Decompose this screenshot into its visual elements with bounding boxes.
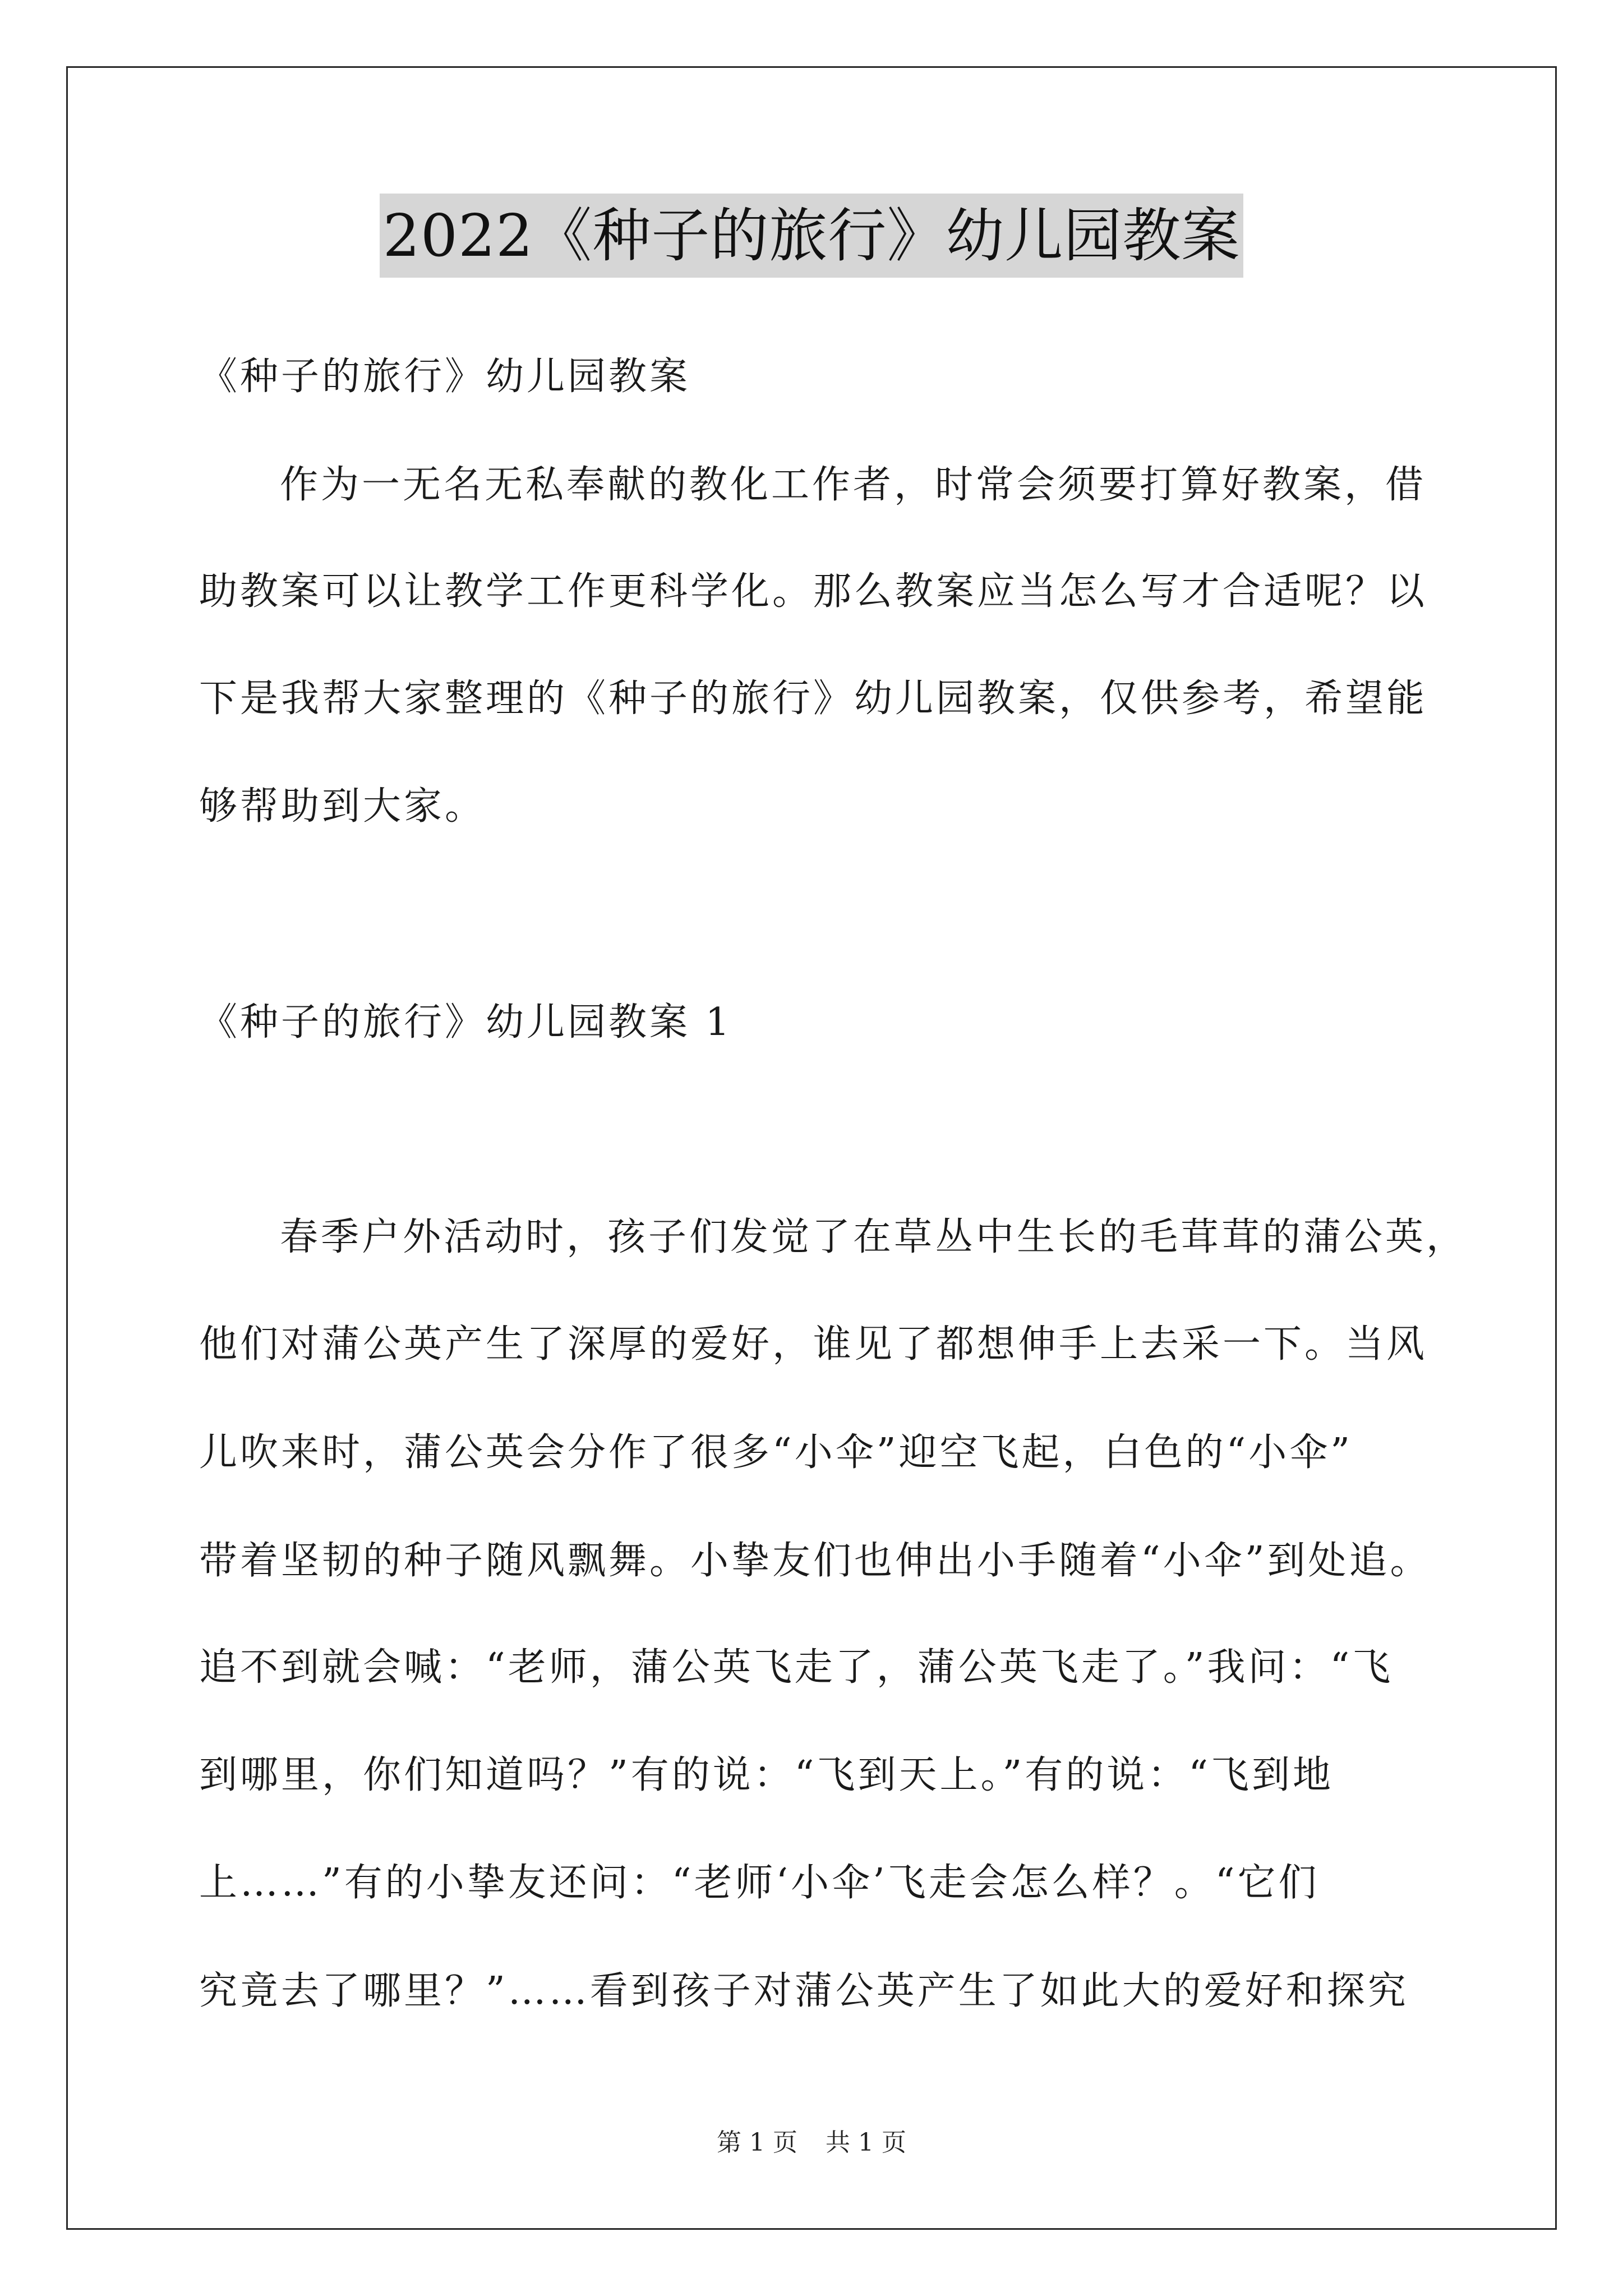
intro-line: 助教案可以让教学工作更科学化。那么教案应当怎么写才合适呢？以 (199, 569, 1428, 614)
page-number: 第 1 页 (717, 2128, 797, 2157)
page-total: 共 1 页 (826, 2128, 906, 2157)
body-line: 春季户外活动时，孩子们发觉了在草丛中生长的毛茸茸的蒲公英， (280, 1215, 1468, 1259)
body-line: 追不到就会喊：“老师，蒲公英飞走了，蒲公英飞走了。”我问：“飞 (199, 1645, 1394, 1690)
intro-line: 作为一无名无私奉献的教化工作者，时常会须要打算好教案，借 (280, 463, 1427, 507)
body-line: 儿吹来时，蒲公英会分作了很多“小伞”迎空飞起，白色的“小伞” (199, 1430, 1353, 1475)
subtitle: 《种子的旅行》幼儿园教案 (199, 355, 691, 399)
title-container (0, 194, 1623, 278)
body-line: 上……”有的小挚友还问：“老师‘小伞’飞走会怎么样？。“它们 (199, 1861, 1320, 1905)
body-line: 他们对蒲公英产生了深厚的爱好，谁见了都想伸手上去采一下。当风 (199, 1322, 1428, 1366)
intro-line: 够帮助到大家。 (199, 784, 486, 829)
intro-line: 下是我帮大家整理的《种子的旅行》幼儿园教案，仅供参考，希望能 (199, 677, 1428, 721)
section-heading: 《种子的旅行》幼儿园教案 1 (199, 1000, 732, 1045)
document-title: 2022《种子的旅行》幼儿园教案 (380, 194, 1244, 278)
page-footer (0, 2126, 1623, 2160)
body-line: 带着坚韧的种子随风飘舞。小挚友们也伸出小手随着“小伞”到处追。 (199, 1539, 1431, 1583)
body-line: 到哪里，你们知道吗？”有的说：“飞到天上。”有的说：“飞到地 (199, 1753, 1334, 1797)
body-line: 究竟去了哪里？”……看到孩子对蒲公英产生了如此大的爱好和探究 (199, 1969, 1409, 2013)
